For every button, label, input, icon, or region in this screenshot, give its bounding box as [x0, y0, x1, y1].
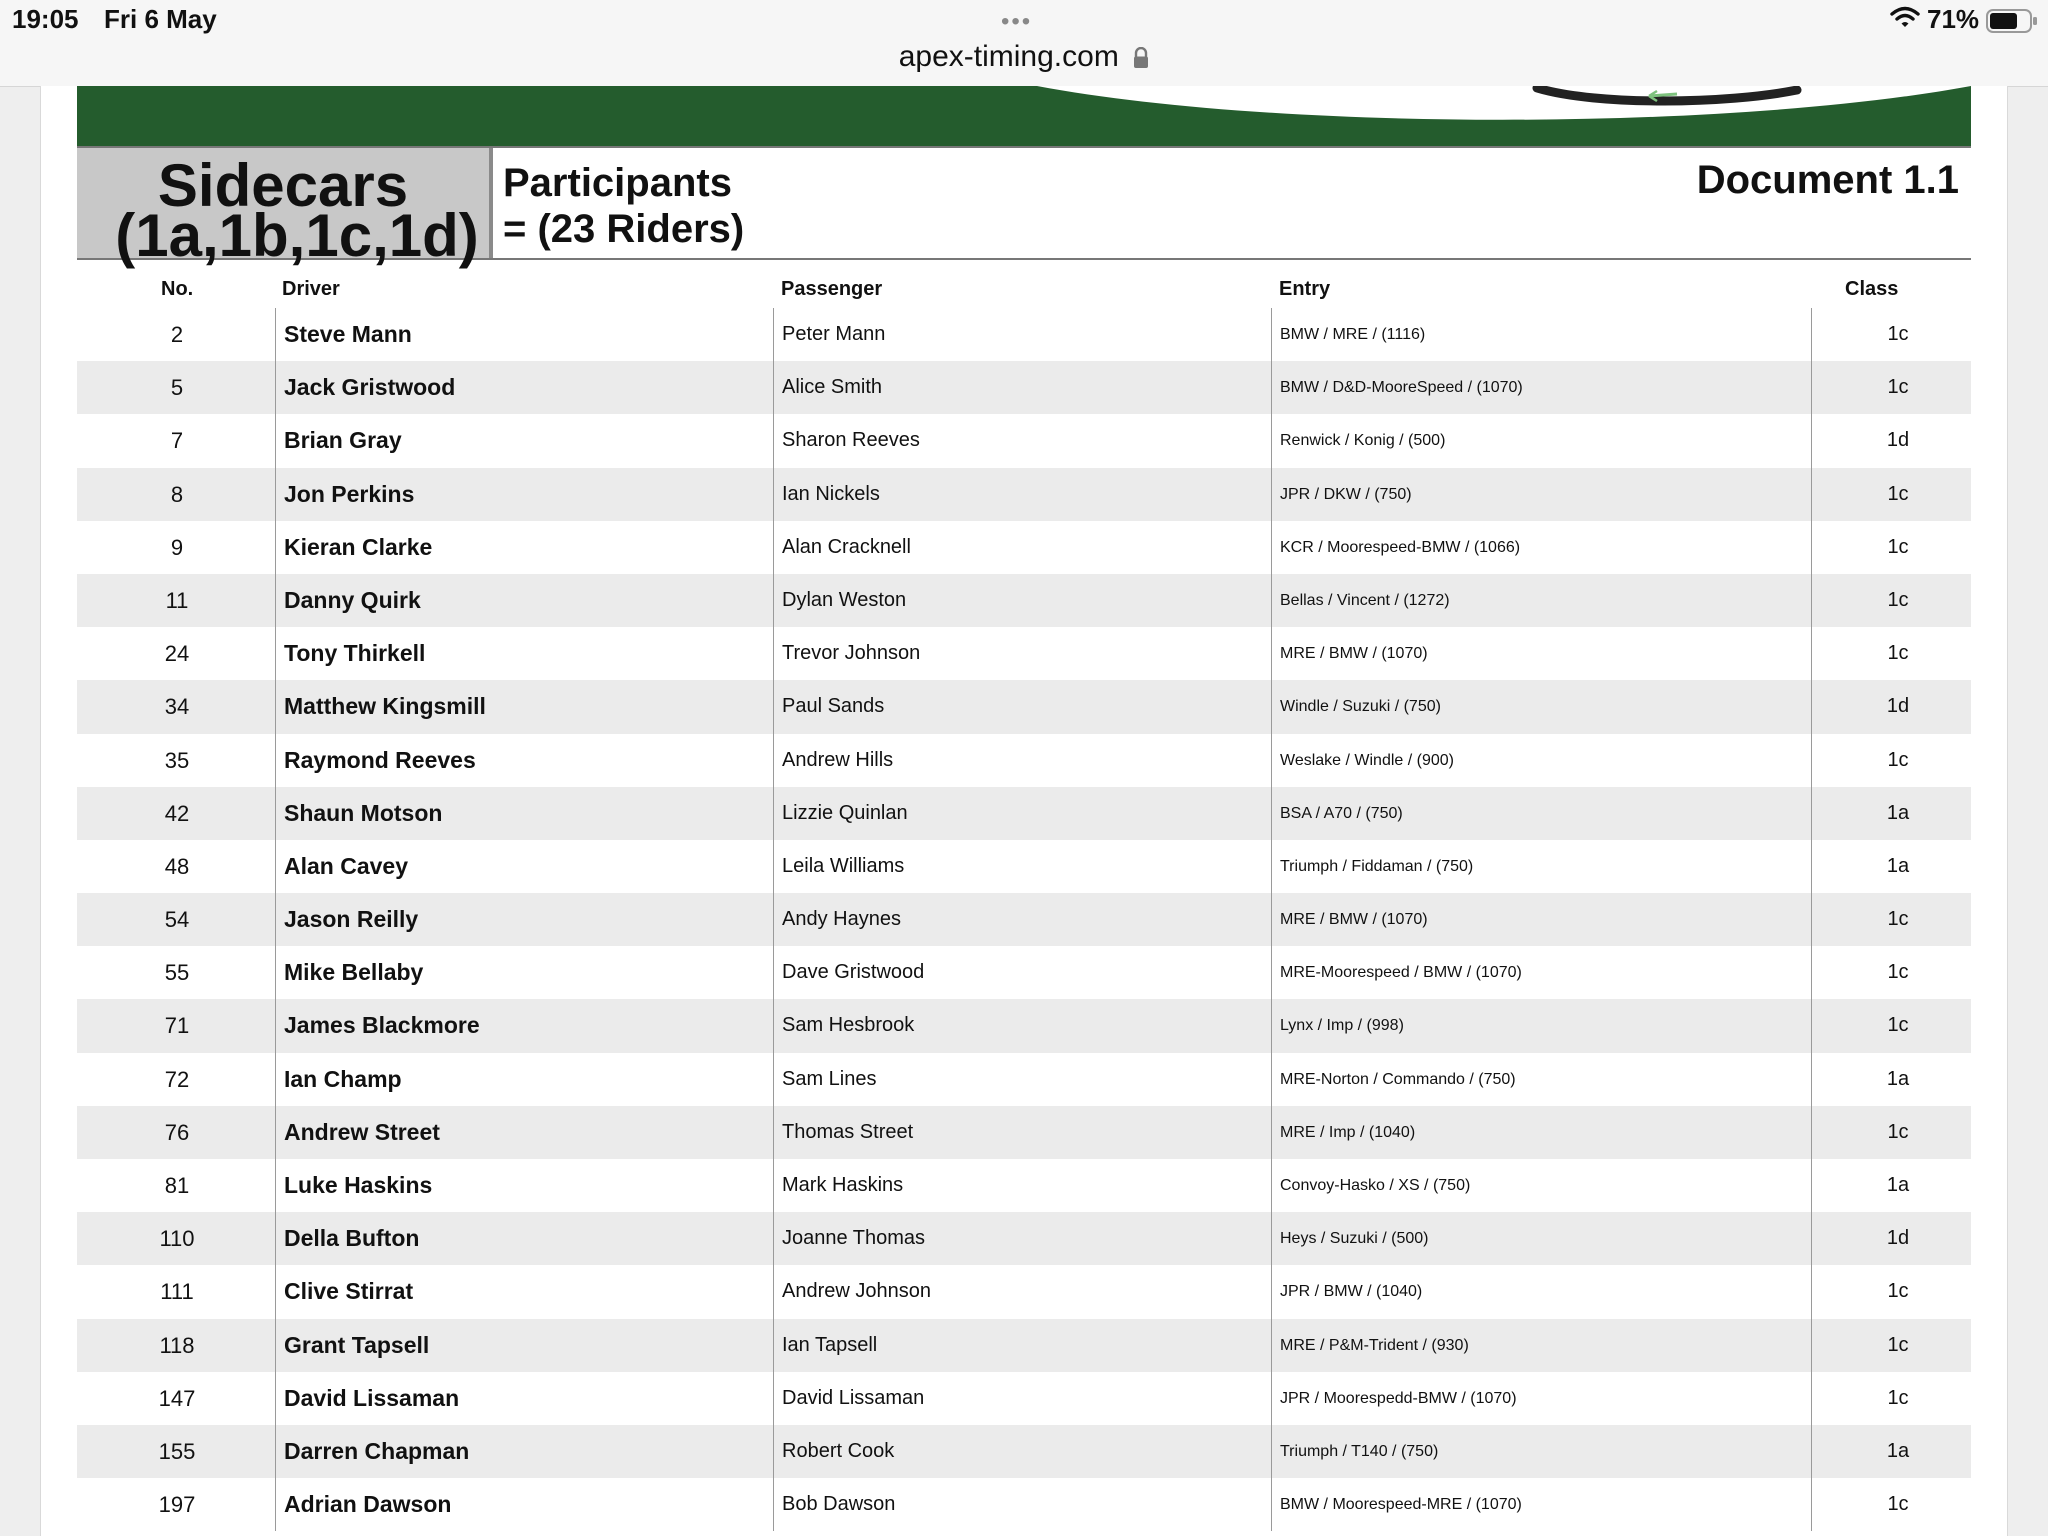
- table-header: [77, 256, 1971, 308]
- column-divider: [1271, 308, 1272, 1531]
- row-entry: BSA / A70 / (750): [1280, 804, 1403, 822]
- status-time: 19:05: [12, 4, 79, 34]
- row-number: 155: [158, 1438, 196, 1464]
- row-entry: Convoy-Hasko / XS / (750): [1280, 1177, 1471, 1194]
- row-passenger: Alan Cracknell: [782, 535, 911, 558]
- row-class: 1d: [1886, 695, 1910, 718]
- row-driver: Steve Mann: [284, 321, 412, 347]
- row-class: 1c: [1887, 642, 1909, 665]
- table-row: [77, 414, 1971, 467]
- table-row: [77, 999, 1971, 1052]
- row-number: 71: [164, 1013, 190, 1039]
- row-driver: Della Bufton: [284, 1225, 420, 1252]
- table-row: [77, 787, 1971, 840]
- status-date: Fri 6 May: [104, 4, 217, 34]
- table-row: [77, 521, 1971, 574]
- row-number: 5: [170, 375, 184, 401]
- tab-menu-icon[interactable]: •••: [1001, 8, 1033, 35]
- battery-percent: 71%: [1927, 4, 1980, 34]
- row-number: 55: [164, 960, 190, 986]
- row-passenger: Andrew Hills: [782, 748, 894, 771]
- table-row: [77, 468, 1971, 521]
- document-page: [40, 86, 2008, 1536]
- header-driver: Driver: [282, 278, 340, 300]
- row-driver: Clive Stirrat: [284, 1278, 414, 1305]
- row-class: 1a: [1886, 1067, 1910, 1090]
- row-class: 1c: [1887, 1280, 1909, 1303]
- url-text[interactable]: apex-timing.com: [898, 40, 1119, 73]
- row-passenger: Sam Lines: [782, 1067, 877, 1090]
- event-title-line1: Sidecars: [157, 152, 409, 219]
- column-divider: [275, 308, 276, 1531]
- row-entry: Windle / Suzuki / (750): [1280, 698, 1441, 716]
- row-driver: Jason Reilly: [284, 906, 419, 933]
- row-number: 111: [160, 1279, 194, 1305]
- participants-count: = (23 Riders): [503, 207, 745, 251]
- table-row: [77, 946, 1971, 999]
- row-passenger: Dylan Weston: [782, 588, 907, 611]
- table-body: [77, 308, 1971, 1531]
- row-driver: Adrian Dawson: [284, 1491, 452, 1518]
- event-title: [77, 148, 489, 269]
- row-driver: David Lissaman: [284, 1384, 460, 1411]
- row-driver: James Blackmore: [284, 1012, 480, 1039]
- address-bar[interactable]: [0, 40, 2048, 74]
- row-driver: Matthew Kingsmill: [284, 693, 486, 720]
- table-row: [77, 574, 1971, 627]
- table-row: [77, 1478, 1971, 1531]
- row-driver: Jon Perkins: [284, 480, 415, 507]
- row-number: 8: [170, 481, 184, 507]
- row-passenger: Ian Nickels: [782, 482, 880, 505]
- row-passenger: Paul Sands: [782, 695, 885, 718]
- event-title-line2: (1a,1b,1c,1d): [115, 202, 479, 269]
- table-row: [77, 1159, 1971, 1212]
- row-passenger: Trevor Johnson: [782, 642, 921, 665]
- row-class: 1c: [1887, 1120, 1909, 1143]
- row-class: 1a: [1886, 1174, 1910, 1196]
- table-row: [77, 627, 1971, 680]
- row-entry: Triumph / T140 / (750): [1280, 1442, 1439, 1460]
- row-driver: Alan Cavey: [284, 852, 409, 879]
- row-number: 76: [164, 1119, 190, 1145]
- row-driver: Brian Gray: [284, 427, 402, 454]
- banner-graphic: [77, 86, 1971, 146]
- row-entry: BMW / MRE / (1116): [1280, 326, 1426, 343]
- row-class: 1c: [1887, 961, 1909, 984]
- row-class: 1c: [1887, 588, 1909, 611]
- row-driver: Darren Chapman: [284, 1437, 470, 1464]
- row-driver: Kieran Clarke: [284, 533, 433, 560]
- table-row: [77, 1106, 1971, 1159]
- document-title-block: [77, 146, 1971, 269]
- row-driver: Ian Champ: [284, 1065, 402, 1092]
- table-row: [77, 1212, 1971, 1265]
- row-entry: JPR / Moorespedd-BMW / (1070): [1280, 1389, 1517, 1407]
- row-passenger: Lizzie Quinlan: [782, 801, 908, 824]
- row-class: 1c: [1887, 748, 1909, 771]
- table-row: [77, 734, 1971, 787]
- column-divider: [773, 308, 774, 1531]
- row-entry: JPR / DKW / (750): [1280, 485, 1412, 503]
- row-number: 110: [159, 1226, 195, 1252]
- table-row: [77, 680, 1971, 733]
- row-driver: Shaun Motson: [284, 799, 443, 826]
- participants-heading: [503, 160, 744, 252]
- row-passenger: Dave Gristwood: [782, 961, 925, 984]
- row-class: 1c: [1887, 323, 1909, 345]
- participants-label: Participants: [503, 161, 732, 205]
- row-passenger: Andrew Johnson: [782, 1280, 931, 1303]
- header-class: Class: [1845, 278, 1899, 300]
- row-driver: Danny Quirk: [284, 586, 421, 613]
- title-separator: [489, 148, 493, 258]
- lock-icon: [1133, 47, 1149, 74]
- row-entry: Bellas / Vincent / (1272): [1280, 591, 1450, 609]
- table-row: [77, 1053, 1971, 1106]
- row-entry: MRE / P&M-Trident / (930): [1280, 1336, 1469, 1354]
- row-class: 1c: [1887, 1493, 1909, 1516]
- row-number: 72: [164, 1066, 190, 1092]
- row-entry: BMW / D&D-MooreSpeed / (1070): [1280, 379, 1523, 397]
- row-passenger: Joanne Thomas: [782, 1227, 926, 1250]
- row-entry: Renwick / Konig / (500): [1280, 432, 1446, 450]
- column-divider: [1811, 308, 1812, 1531]
- row-passenger: Alice Smith: [782, 376, 883, 399]
- header-no: No.: [161, 278, 194, 300]
- row-passenger: Thomas Street: [782, 1120, 914, 1143]
- table-row: [77, 1425, 1971, 1478]
- table-row: [77, 893, 1971, 946]
- row-driver: Grant Tapsell: [284, 1331, 430, 1358]
- row-driver: Tony Thirkell: [284, 640, 426, 667]
- row-number: 9: [170, 534, 184, 560]
- row-driver: Luke Haskins: [284, 1172, 433, 1198]
- row-driver: Andrew Street: [284, 1118, 440, 1145]
- row-number: 118: [159, 1332, 195, 1358]
- row-passenger: Ian Tapsell: [782, 1333, 878, 1356]
- row-driver: Jack Gristwood: [284, 374, 456, 401]
- row-entry: MRE-Moorespeed / BMW / (1070): [1280, 964, 1522, 982]
- row-passenger: Sharon Reeves: [782, 429, 920, 452]
- row-class: 1d: [1886, 429, 1910, 452]
- table-row: [77, 308, 1971, 361]
- row-class: 1c: [1887, 535, 1909, 558]
- row-number: 24: [164, 641, 190, 667]
- row-number: 2: [170, 322, 184, 347]
- row-class: 1a: [1886, 801, 1910, 824]
- row-passenger: Robert Cook: [782, 1439, 895, 1462]
- document-number: Document 1.1: [1696, 158, 1959, 202]
- row-class: 1c: [1887, 376, 1909, 399]
- row-class: 1a: [1886, 1439, 1910, 1462]
- row-entry: MRE-Norton / Commando / (750): [1280, 1070, 1516, 1088]
- battery-icon: [1986, 9, 2038, 38]
- row-passenger: David Lissaman: [782, 1386, 925, 1409]
- table-row: [77, 1372, 1971, 1425]
- row-passenger: Andy Haynes: [782, 908, 901, 931]
- row-entry: MRE / BMW / (1070): [1280, 645, 1428, 663]
- header-passenger: Passenger: [781, 278, 883, 300]
- table-row: [77, 840, 1971, 893]
- row-number: 35: [164, 747, 190, 773]
- table-row: [77, 361, 1971, 414]
- row-number: 54: [164, 907, 190, 933]
- row-class: 1c: [1887, 1333, 1909, 1356]
- header-entry: Entry: [1279, 278, 1331, 300]
- row-entry: Triumph / Fiddaman / (750): [1280, 857, 1474, 875]
- row-class: 1c: [1887, 482, 1909, 505]
- row-number: 7: [170, 428, 184, 454]
- row-class: 1a: [1886, 854, 1910, 877]
- table-row: [77, 1319, 1971, 1372]
- row-entry: JPR / BMW / (1040): [1280, 1283, 1423, 1301]
- row-number: 11: [165, 587, 189, 613]
- row-class: 1c: [1887, 1386, 1909, 1409]
- row-passenger: Leila Williams: [782, 854, 905, 877]
- wifi-icon: [1890, 6, 1920, 33]
- status-bar: [0, 0, 2048, 87]
- row-number: 197: [158, 1492, 196, 1518]
- row-class: 1c: [1887, 1014, 1909, 1037]
- row-class: 1c: [1887, 908, 1909, 931]
- row-entry: MRE / BMW / (1070): [1280, 911, 1428, 929]
- row-entry: Weslake / Windle / (900): [1280, 751, 1454, 769]
- row-passenger: Peter Mann: [782, 323, 886, 345]
- row-passenger: Sam Hesbrook: [782, 1014, 915, 1037]
- row-class: 1d: [1886, 1227, 1910, 1250]
- table-row: [77, 1265, 1971, 1318]
- row-number: 81: [164, 1173, 190, 1198]
- participants-table: [77, 256, 1971, 1531]
- row-passenger: Bob Dawson: [782, 1493, 896, 1516]
- row-number: 48: [164, 853, 190, 879]
- row-driver: Mike Bellaby: [284, 959, 424, 986]
- row-entry: Heys / Suzuki / (500): [1280, 1230, 1429, 1248]
- row-passenger: Mark Haskins: [782, 1174, 904, 1196]
- row-driver: Raymond Reeves: [284, 746, 476, 773]
- row-entry: Lynx / Imp / (998): [1280, 1017, 1404, 1035]
- row-entry: KCR / Moorespeed-BMW / (1066): [1280, 538, 1521, 556]
- row-number: 42: [164, 800, 190, 826]
- row-entry: BMW / Moorespeed-MRE / (1070): [1280, 1496, 1522, 1514]
- row-entry: MRE / Imp / (1040): [1280, 1123, 1416, 1141]
- row-number: 147: [158, 1385, 196, 1411]
- row-number: 34: [164, 694, 190, 720]
